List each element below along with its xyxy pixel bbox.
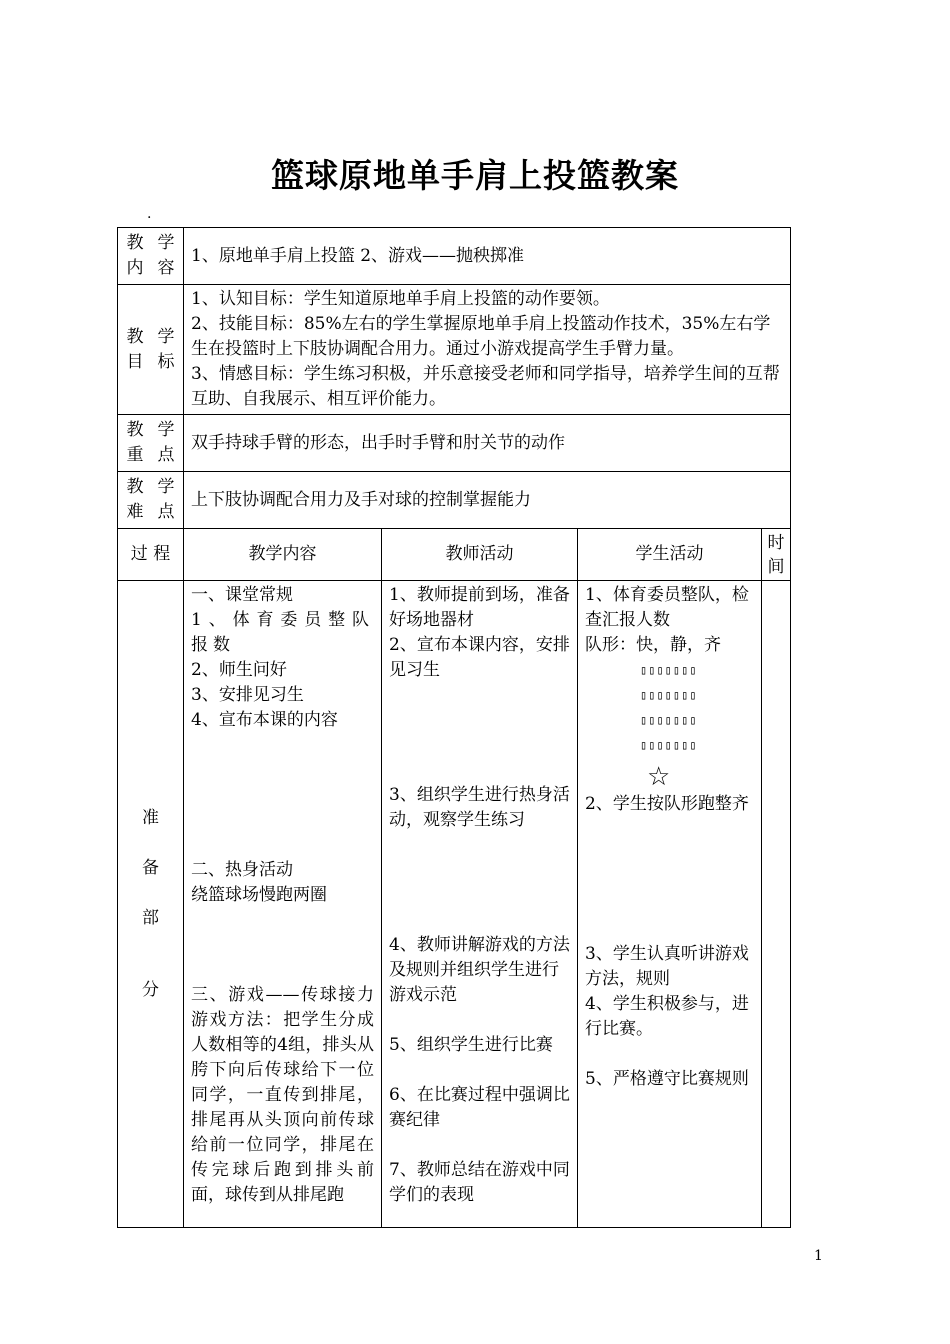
goal-3: 3、情感目标：学生练习积极，并乐意接受老师和同学指导，培养学生间的互帮互助、自我展示、相互评价能力。	[191, 364, 780, 409]
section-label: 准 备 部 分	[118, 581, 184, 1228]
content-game: 三、游戏——传球接力游戏方法：把学生分成人数相等的4组，排头从胯下向后传球给下一位同学，一直传到排尾，排尾再从头顶向前传球给前一位同学，排尾在传完球后跑到排头前面，球传到从排尾跑	[191, 985, 374, 1205]
label-content: 教学 内容	[118, 228, 184, 285]
row-key	[118, 415, 791, 472]
star-icon: ☆	[647, 762, 671, 792]
teacher-item: 6、在比赛过程中强调比赛纪律	[389, 1085, 570, 1130]
header-content: 教学内容	[184, 529, 382, 581]
page-title: 篮球原地单手肩上投篮教案	[271, 156, 679, 195]
formation-row: ▯▯▯▯▯▯▯	[640, 688, 698, 702]
formation-row: ▯▯▯▯▯▯▯	[640, 663, 698, 677]
content-text: 1、原地单手肩上投篮 2、游戏——抛秧掷准	[184, 228, 791, 285]
teacher-item: 5、组织学生进行比赛	[389, 1035, 553, 1055]
content-item: 一、课堂常规	[191, 585, 293, 605]
row-goals	[118, 285, 791, 415]
content-item: 二、热身活动	[191, 860, 293, 880]
teacher-item: 3、组织学生进行热身活动，观察学生练习	[389, 785, 570, 830]
row-content	[118, 228, 791, 285]
goal-2: 2、技能目标：85%左右的学生掌握原地单手肩上投篮动作技术，35%左右学生在投篮时上下肢协调配合用力。通过小游戏提高学生手臂力量。	[191, 314, 771, 359]
teacher-item: 1、教师提前到场，准备好场地器材	[389, 585, 570, 630]
section-teacher	[382, 581, 578, 1228]
page-number: 1	[814, 1248, 823, 1264]
header-student: 学生活动	[578, 529, 762, 581]
student-item: 3、学生认真听讲游戏方法，规则	[585, 944, 749, 989]
content-item: 1、体育委员整队报数	[191, 610, 374, 655]
header-time: 时间	[762, 529, 791, 581]
difficulty-text: 上下肢协调配合用力及手对球的控制掌握能力	[184, 472, 791, 529]
student-item: 4、学生积极参与，进行比赛。	[585, 994, 749, 1039]
key-text: 双手持球手臂的形态，出手时手臂和肘关节的动作	[184, 415, 791, 472]
content-item: 2、师生问好	[191, 660, 287, 680]
section-student	[578, 581, 762, 1228]
stray-dot: .	[147, 206, 152, 222]
content-item: 4、宣布本课的内容	[191, 710, 338, 730]
header-teacher: 教师活动	[382, 529, 578, 581]
row-headers	[118, 529, 791, 581]
teacher-item: 2、宣布本课内容，安排见习生	[389, 635, 570, 680]
student-item: 队形：快，静，齐	[585, 635, 721, 655]
formation-row: ▯▯▯▯▯▯▯	[640, 713, 698, 727]
student-item: 2、学生按队形跑整齐	[585, 794, 749, 814]
goals-text	[184, 285, 791, 415]
section-time	[762, 581, 791, 1228]
header-process: 过 程	[118, 529, 184, 581]
row-difficulty	[118, 472, 791, 529]
student-item: 5、严格遵守比赛规则	[585, 1069, 749, 1089]
label-key: 教学 重点	[118, 415, 184, 472]
goal-1: 1、认知目标：学生知道原地单手肩上投篮的动作要领。	[191, 289, 610, 309]
student-item: 1、体育委员整队，检查汇报人数	[585, 585, 749, 630]
teacher-item: 7、教师总结在游戏中同学们的表现	[389, 1160, 570, 1205]
formation-row: ▯▯▯▯▯▯▯	[640, 738, 698, 752]
content-item: 绕篮球场慢跑两圈	[191, 885, 327, 905]
section-content	[184, 581, 382, 1228]
label-difficulty: 教学 难点	[118, 472, 184, 529]
teacher-item: 4、教师讲解游戏的方法及规则并组织学生进行游戏示范	[389, 935, 570, 1005]
content-item: 3、安排见习生	[191, 685, 304, 705]
label-goals: 教学 目标	[118, 285, 184, 415]
row-preparation	[118, 581, 791, 1228]
lesson-plan-table	[117, 227, 791, 1228]
